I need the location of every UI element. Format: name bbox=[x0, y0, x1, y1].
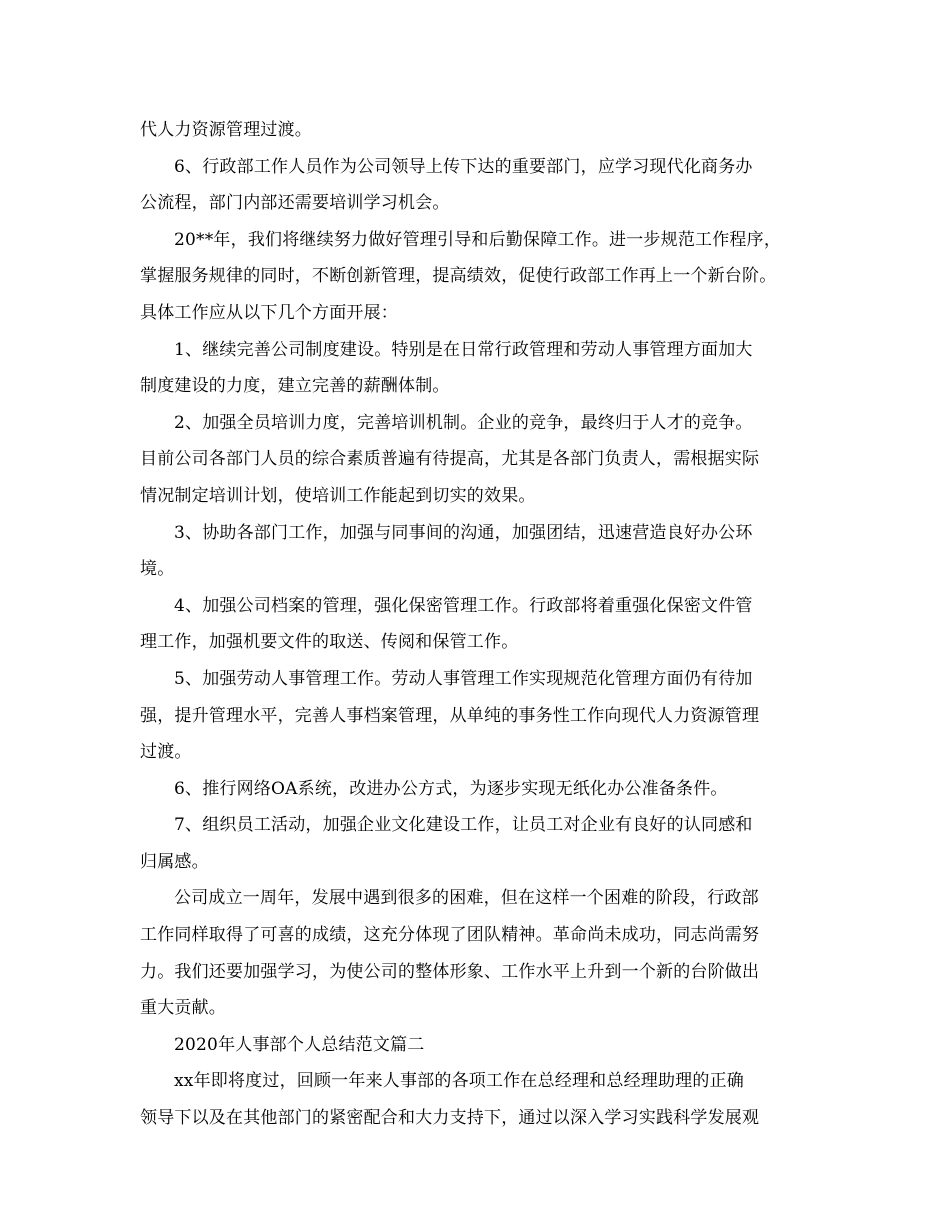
paragraph bbox=[140, 661, 815, 771]
paragraph bbox=[140, 149, 815, 222]
text-line: 情况制定培训计划，使培训工作能起到切实的效果。 bbox=[140, 485, 536, 506]
text-line: 公流程，部门内部还需要培训学习机会。 bbox=[140, 193, 450, 214]
text-line: 过渡。 bbox=[140, 742, 192, 763]
text-line: 重大贡献。 bbox=[140, 998, 226, 1019]
text-line: 7、组织员工活动，加强企业文化建设工作，让员工对企业有良好的认同感和 bbox=[174, 815, 753, 836]
text-line: 20**年，我们将继续努力做好管理引导和后勤保障工作。进一步规范工作程序， bbox=[174, 229, 782, 250]
text-line: 代人力资源管理过渡。 bbox=[140, 120, 312, 140]
text-line: 工作同样取得了可喜的成绩，这充分体现了团队精神。革命尚未成功，同志尚需努 bbox=[140, 925, 760, 946]
text-line: 力。我们还要加强学习，为使公司的整体形象、工作水平上升到一个新的台阶做出 bbox=[140, 961, 760, 982]
text-line: 掌握服务规律的同时，不断创新管理，提高绩效，促使行政部工作再上一个新台阶。 bbox=[140, 266, 777, 287]
text-line: 强，提升管理水平，完善人事档案管理，从单纯的事务性工作向现代人力资源管理 bbox=[140, 705, 760, 726]
paragraph bbox=[140, 807, 815, 880]
text-line: 领导下以及在其他部门的紧密配合和大力支持下，通过以深入学习实践科学发展观 bbox=[140, 1108, 760, 1129]
paragraph bbox=[140, 222, 815, 332]
paragraph bbox=[140, 771, 815, 808]
paragraph bbox=[140, 515, 815, 588]
paragraph bbox=[140, 405, 815, 515]
paragraph bbox=[140, 1063, 815, 1136]
paragraph bbox=[140, 332, 815, 405]
text-line: 具体工作应从以下几个方面开展： bbox=[140, 302, 398, 323]
paragraph bbox=[140, 1027, 815, 1064]
text-line: 1、继续完善公司制度建设。特别是在日常行政管理和劳动人事管理方面加大 bbox=[174, 339, 753, 360]
text-line: 公司成立一周年，发展中遇到很多的困难，但在这样一个困难的阶段，行政部 bbox=[174, 888, 759, 909]
text-line: 制度建设的力度，建立完善的薪酬体制。 bbox=[140, 376, 450, 397]
text-line: xx年即将度过，回顾一年来人事部的各项工作在总经理和总经理助理的正确 bbox=[174, 1071, 744, 1092]
text-line: 3、协助各部门工作，加强与同事间的沟通，加强团结，迅速营造良好办公环 bbox=[174, 522, 753, 543]
paragraph bbox=[140, 112, 815, 149]
text-line: 目前公司各部门人员的综合素质普遍有待提高，尤其是各部门负责人，需根据实际 bbox=[140, 449, 760, 470]
text-line: 归属感。 bbox=[140, 851, 209, 872]
paragraph bbox=[140, 880, 815, 1026]
text-line: 境。 bbox=[140, 559, 175, 580]
text-line: 6、推行网络OA系统，改进办公方式，为逐步实现无纸化办公准备条件。 bbox=[174, 778, 728, 799]
text-line: 2020年人事部个人总结范文篇二 bbox=[174, 1034, 425, 1055]
text-line: 5、加强劳动人事管理工作。劳动人事管理工作实现规范化管理方面仍有待加 bbox=[174, 668, 753, 689]
text-line: 2、加强全员培训力度，完善培训机制。企业的竞争，最终归于人才的竞争。 bbox=[174, 412, 753, 433]
text-line: 4、加强公司档案的管理，强化保密管理工作。行政部将着重强化保密文件管 bbox=[174, 595, 753, 616]
paragraph bbox=[140, 588, 815, 661]
document-body bbox=[140, 112, 815, 1137]
text-line: 6、行政部工作人员作为公司领导上传下达的重要部门，应学习现代化商务办 bbox=[174, 156, 753, 177]
text-line: 理工作，加强机要文件的取送、传阅和保管工作。 bbox=[140, 632, 519, 653]
